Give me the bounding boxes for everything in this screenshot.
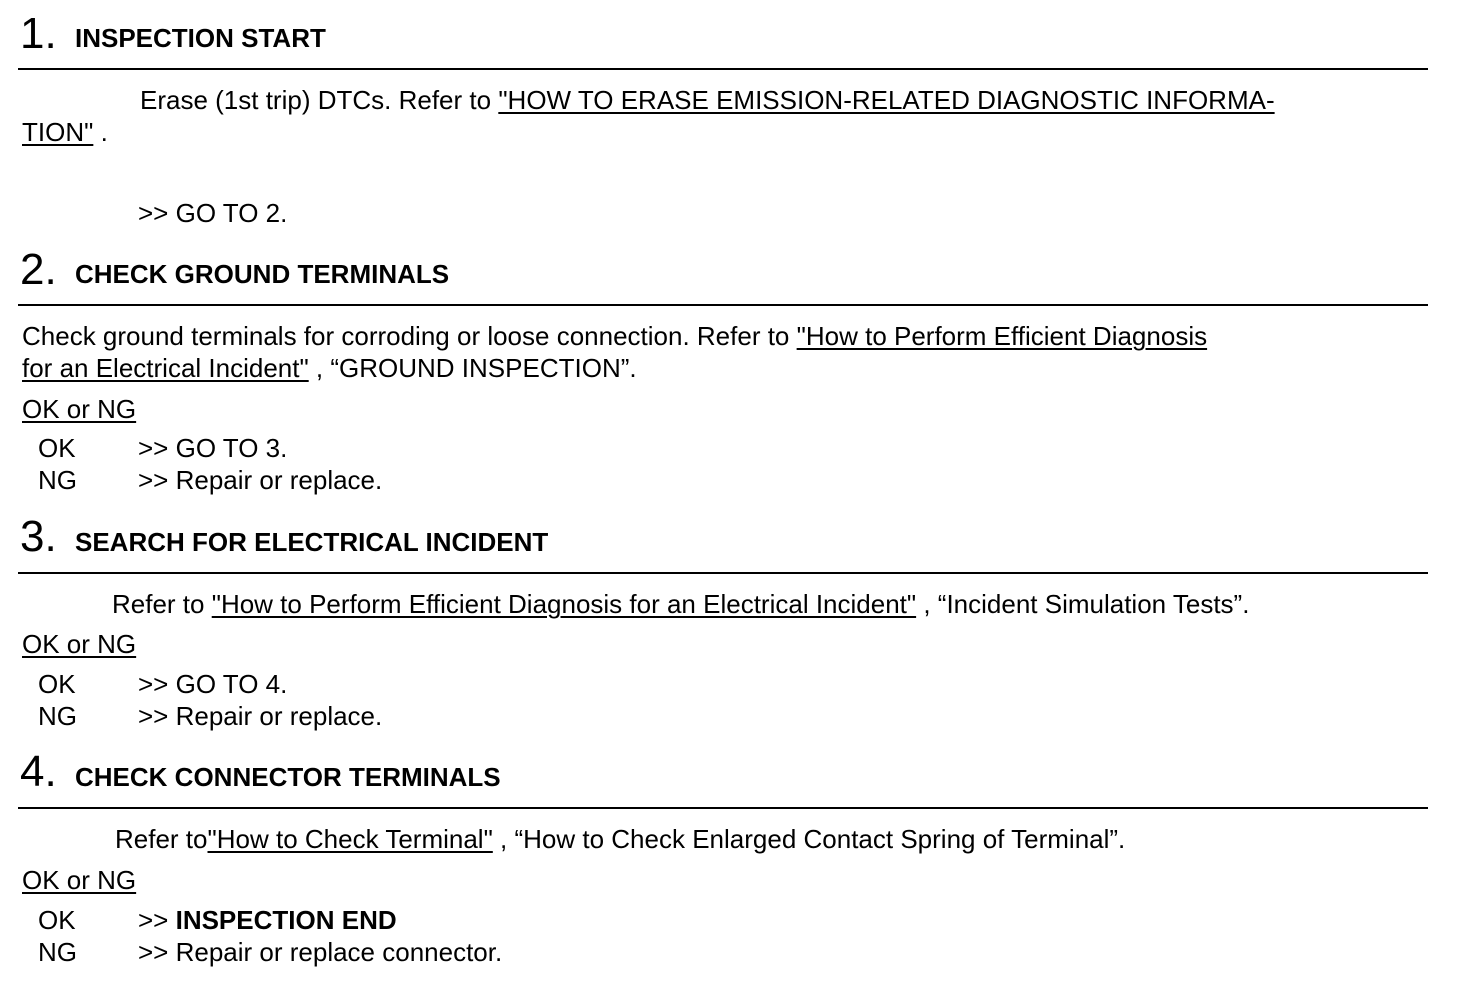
efficient-diagnosis-link[interactable]: "How to Perform Efficient Diagnosis: [796, 321, 1208, 351]
step-3-body-suffix: , “Incident Simulation Tests”.: [916, 589, 1250, 619]
step-1-body-suffix: .: [93, 117, 108, 147]
step-4-title: CHECK CONNECTOR TERMINALS: [75, 762, 501, 792]
step-4-number: 4.: [20, 747, 57, 796]
efficient-diagnosis-link-cont[interactable]: for an Electrical Incident": [22, 353, 309, 383]
step-4-body: [115, 826, 1125, 852]
step-3-number: 3.: [20, 512, 57, 561]
electrical-incident-link[interactable]: "How to Perform Efficient Diagnosis for an Electrical Incident": [211, 589, 917, 619]
step-4-body-suffix: , “How to Check Enlarged Contact Spring of Terminal”.: [492, 824, 1126, 854]
step-1-body-line2: [22, 119, 108, 145]
step-3-ok-label: OK: [38, 669, 76, 699]
step-2-ng-action: >> Repair or replace.: [138, 465, 383, 495]
step-1-body-prefix: Erase (1st trip) DTCs. Refer to: [140, 85, 499, 115]
step-3-body-prefix: Refer to: [112, 589, 212, 619]
step-4-ng-action: >> Repair or replace connector.: [138, 937, 503, 967]
step-2-ok-label: OK: [38, 433, 76, 463]
erase-dtc-link-cont[interactable]: TION": [22, 117, 94, 147]
step-2-number: 2.: [20, 245, 57, 294]
step-3-title: SEARCH FOR ELECTRICAL INCIDENT: [75, 527, 549, 557]
step-4-divider: [18, 807, 1428, 809]
step-3-ng-label: NG: [38, 701, 77, 731]
step-4-ok-action: [138, 907, 397, 933]
step-4-body-prefix: Refer to: [115, 824, 208, 854]
step-1-divider: [18, 68, 1428, 70]
step-3-ok-action: >> GO TO 4.: [138, 669, 288, 699]
step-2-divider: [18, 304, 1428, 306]
step-3-body: [112, 591, 1249, 617]
step-2-ng-label: NG: [38, 465, 77, 495]
step-3-divider: [18, 572, 1428, 574]
step-4-ok-arrow: >>: [138, 905, 176, 935]
step-2-ok-action: >> GO TO 3.: [138, 433, 288, 463]
step-3-ng-action: >> Repair or replace.: [138, 701, 383, 731]
step-4-ok-label: OK: [38, 905, 76, 935]
step-2-body-line2: [22, 355, 637, 381]
step-1-title: INSPECTION START: [75, 23, 326, 53]
step-4-ng-label: NG: [38, 937, 77, 967]
erase-dtc-link[interactable]: "HOW TO ERASE EMISSION-RELATED DIAGNOSTIC INFORMA-: [498, 85, 1275, 115]
check-terminal-link[interactable]: "How to Check Terminal": [207, 824, 493, 854]
inspection-end-label: INSPECTION END: [175, 905, 397, 935]
step-2-body-suffix: , “GROUND INSPECTION”.: [308, 353, 637, 383]
step-2-title: CHECK GROUND TERMINALS: [75, 259, 450, 289]
step-3-ok-ng-label: OK or NG: [22, 629, 137, 659]
step-2-body-prefix: Check ground terminals for corroding or loose connection. Refer to: [22, 321, 797, 351]
step-4-ok-ng-label: OK or NG: [22, 865, 137, 895]
step-1-number: 1.: [20, 9, 57, 58]
step-1-body-line1: [140, 87, 1275, 113]
step-1-result: >> GO TO 2.: [138, 198, 288, 228]
step-2-body-line1: [22, 323, 1207, 349]
step-2-ok-ng-label: OK or NG: [22, 394, 137, 424]
